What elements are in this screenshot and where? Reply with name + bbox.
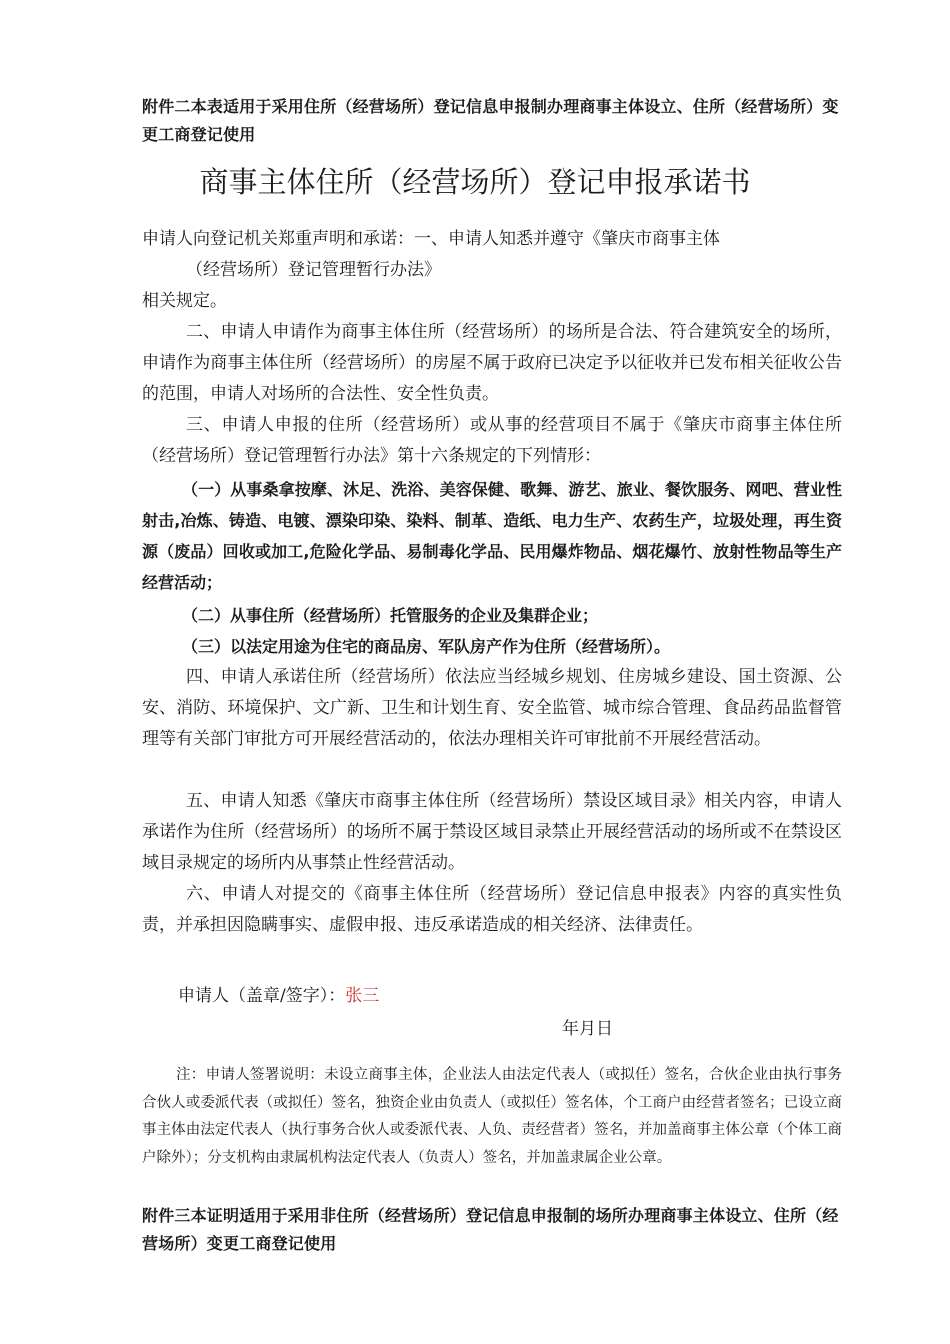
item-one: （一）从事桑拿按摩、沐足、洗浴、美容保健、歌舞、游艺、旅业、餐饮服务、网吧、营业性射击,冶炼、铸造、电镀、漂染印染、染料、制革、造纸、电力生产、农药生产，垃圾处理，再生资源（废品）回收或加工,危险化学品、易制毒化学品、民用爆炸物品、烟花爆竹、放射性物品等生产经营活动； bbox=[142, 480, 842, 592]
signature-label: 申请人（盖章/签字）： bbox=[178, 986, 346, 1006]
paragraph-two: 二、申请人申请作为商事主体住所（经营场所）的场所是合法、符合建筑安全的场所，申请作为商事主体住所（经营场所）的房屋不属于政府已决定予以征收并已发布相关征收公告的范围，申请人对场所的合法性、安全性负责。 bbox=[142, 322, 842, 404]
document-title: 商事主体住所（经营场所）登记申报承诺书 bbox=[199, 165, 751, 199]
intro-line-3: 相关规定。 bbox=[142, 291, 227, 311]
signature-name: 张三 bbox=[345, 986, 380, 1006]
applicant-signature-line bbox=[178, 983, 379, 1009]
item-three: （三）以法定用途为住宅的商品房、军队房产作为住所（经营场所）。 bbox=[182, 637, 671, 656]
intro-line-1: 申请人向登记机关郑重声明和承诺：一、申请人知悉并遵守《肇庆市商事主体 bbox=[142, 229, 720, 249]
signature-date: 年月日 bbox=[562, 1019, 613, 1039]
annex-three-header: 附件三本证明适用于采用非住所（经营场所）登记信息申报制的场所办理商事主体设立、住所（经营场所）变更工商登记使用 bbox=[142, 1206, 839, 1253]
paragraph-four: 四、申请人承诺住所（经营场所）依法应当经城乡规划、住房城乡建设、国土资源、公安、消防、环境保护、文广新、卫生和计划生育、安全监管、城市综合管理、食品药品监督管理等有关部门审批方可开展经营活动的，依法办理相关许可审批前不开展经营活动。 bbox=[142, 667, 842, 749]
item-two: （二）从事住所（经营场所）托管服务的企业及集群企业； bbox=[182, 606, 599, 625]
signing-note: 注：申请人签署说明：未设立商事主体，企业法人由法定代表人（或拟任）签名，合伙企业由执行事务合伙人或委派代表（或拟任）签名，独资企业由负责人（或拟任）签名体，个工商户由经营者签名；已设立商事主体由法定代表人（执行事务合伙人或委派代表、人负、责经营者）签名，并加盖商事主体公章（个体工商户除外）；分支机构由隶属机构法定代表人（负责人）签名，并加盖隶属企业公章。 bbox=[142, 1067, 842, 1166]
paragraph-six: 六、申请人对提交的《商事主体住所（经营场所）登记信息申报表》内容的真实性负责，并承担因隐瞒事实、虚假申报、违反承诺造成的相关经济、法律责任。 bbox=[142, 884, 842, 935]
intro-line-2: （经营场所）登记管理暂行办法》 bbox=[186, 260, 441, 280]
annex-two-header: 附件二本表适用于采用住所（经营场所）登记信息申报制办理商事主体设立、住所（经营场所）变更工商登记使用 bbox=[142, 97, 839, 144]
paragraph-five: 五、申请人知悉《肇庆市商事主体住所（经营场所）禁设区域目录》相关内容，申请人承诺作为住所（经营场所）的场所不属于禁设区域目录禁止开展经营活动的场所或不在禁设区域目录规定的场所内从事禁止性经营活动。 bbox=[142, 791, 842, 873]
paragraph-three: 三、申请人申报的住所（经营场所）或从事的经营项目不属于《肇庆市商事主体住所（经营场所）登记管理暂行办法》第十六条规定的下列情形： bbox=[142, 415, 842, 466]
